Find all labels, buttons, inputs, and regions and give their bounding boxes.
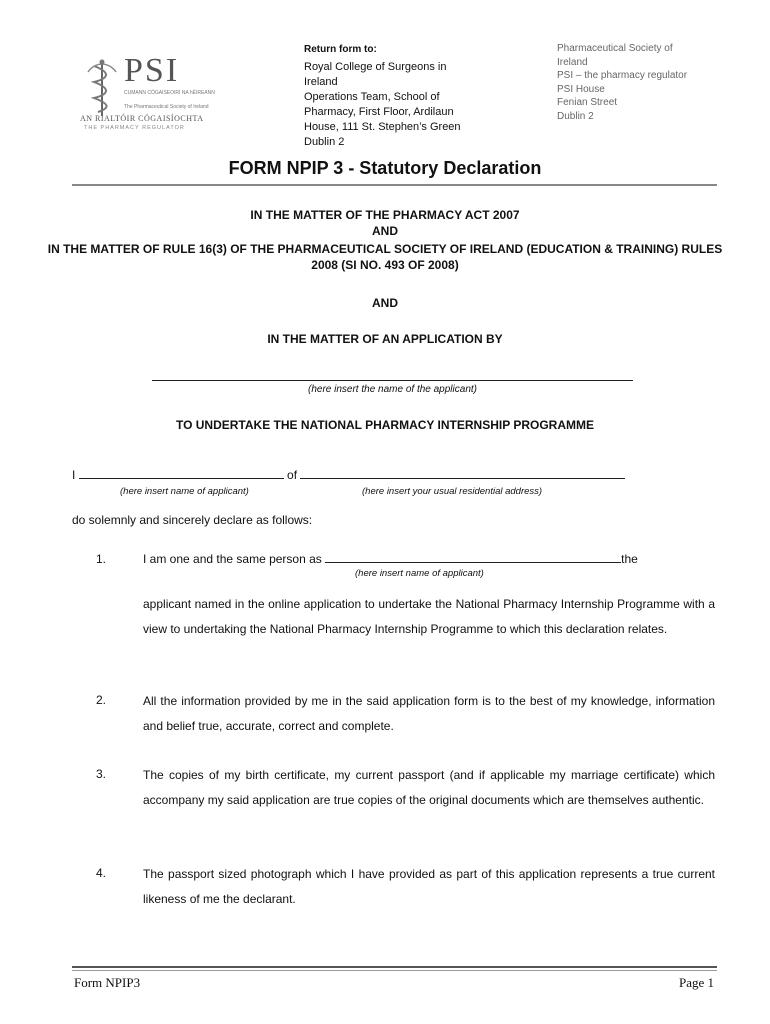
logo-english-bottom: THE PHARMACY REGULATOR xyxy=(84,125,185,131)
item-number: 1. xyxy=(96,552,107,566)
footer-divider-thin xyxy=(72,970,717,971)
residential-address-hint: (here insert your usual residential address) xyxy=(362,486,543,497)
declarant-name-field[interactable] xyxy=(79,468,284,479)
item-1-lead: I am one and the same person as xyxy=(143,552,322,566)
item-1-tail: the xyxy=(621,552,638,566)
item-number: 4. xyxy=(96,866,107,880)
psi-address-line: Dublin 2 xyxy=(557,110,594,122)
title-divider xyxy=(72,184,717,186)
logo-english-small: The Pharmaceutical Society of Ireland xyxy=(124,104,209,110)
return-label: Return form to: xyxy=(304,44,377,55)
matter-pharmacy-act: IN THE MATTER OF THE PHARMACY ACT 2007 xyxy=(250,208,520,222)
declaration-line xyxy=(72,468,625,482)
logo-irish-bottom: AN RIALTÓIR CÓGAISÍOCHTA xyxy=(80,114,204,123)
undertake-heading: TO UNDERTAKE THE NATIONAL PHARMACY INTERNSHIP PROGRAMME xyxy=(175,418,595,432)
psi-wordmark: PSI xyxy=(124,52,180,89)
return-line: Dublin 2 xyxy=(304,136,345,148)
logo-irish-top: CUMANN CÓGAISEOIRÍ NA hÉIREANN xyxy=(124,90,215,96)
return-line: Royal College of Surgeons in xyxy=(304,61,447,73)
psi-logo xyxy=(80,50,215,140)
return-line: Operations Team, School of xyxy=(304,91,440,103)
matter-application: IN THE MATTER OF AN APPLICATION BY xyxy=(267,332,503,346)
item-1-text: applicant named in the online application to undertake the National Pharmacy Internship Programme with a view to undertaking the National Pharmacy Internship Programme to which this declaration relates. xyxy=(143,597,715,636)
residential-address-field[interactable] xyxy=(300,468,625,479)
matter-rule: IN THE MATTER OF RULE 16(3) OF THE PHARMACEUTICAL SOCIETY OF IRELAND (EDUCATION & TRAINING) RULES 2008 (SI NO. 493 OF 2008) xyxy=(47,242,723,272)
item-1-lead-line xyxy=(143,552,638,566)
declaration-of: of xyxy=(287,468,298,482)
same-person-name-field[interactable] xyxy=(325,552,621,563)
same-person-name-hint: (here insert name of applicant) xyxy=(355,568,484,579)
item-2-text: All the information provided by me in the said application form is to the best of my knowledge, information and belief true, accurate, correct and complete. xyxy=(143,694,715,733)
footer-page-number: Page 1 xyxy=(678,975,714,990)
solemn-declare: do solemnly and sincerely declare as follows: xyxy=(72,513,313,527)
psi-address xyxy=(557,42,717,123)
return-line: Pharmacy, First Floor, Ardilaun xyxy=(304,106,454,118)
psi-address-line: Pharmaceutical Society of xyxy=(557,43,673,54)
matter-and: AND xyxy=(372,224,398,238)
psi-address-line: PSI – the pharmacy regulator xyxy=(557,70,688,81)
declaration-i: I xyxy=(72,468,76,482)
return-address xyxy=(304,42,504,150)
matter-and-2: AND xyxy=(372,296,398,310)
footer-form-id: Form NPIP3 xyxy=(74,975,141,990)
item-number: 2. xyxy=(96,693,107,707)
applicant-name-hint: (here insert the name of the applicant) xyxy=(308,384,477,395)
item-number: 3. xyxy=(96,767,107,781)
return-line: Ireland xyxy=(304,76,338,88)
declarant-name-hint: (here insert name of applicant) xyxy=(120,486,249,497)
return-line: House, 111 St. Stephen’s Green xyxy=(304,121,461,133)
item-3-text: The copies of my birth certificate, my current passport (and if applicable my marriage certificate) which accompany my said application are true copies of the original documents which are themselves authentic. xyxy=(143,768,715,807)
applicant-name-field[interactable] xyxy=(152,380,633,381)
item-4-text: The passport sized photograph which I have provided as part of this application represents a true current likeness of me the declarant. xyxy=(143,867,715,906)
psi-address-line: PSI House xyxy=(557,83,605,95)
form-title: FORM NPIP 3 - Statutory Declaration xyxy=(228,158,542,178)
psi-address-line: Ireland xyxy=(557,56,588,68)
footer-divider xyxy=(72,966,717,968)
psi-address-line: Fenian Street xyxy=(557,97,618,108)
psi-emblem-icon xyxy=(84,58,120,118)
